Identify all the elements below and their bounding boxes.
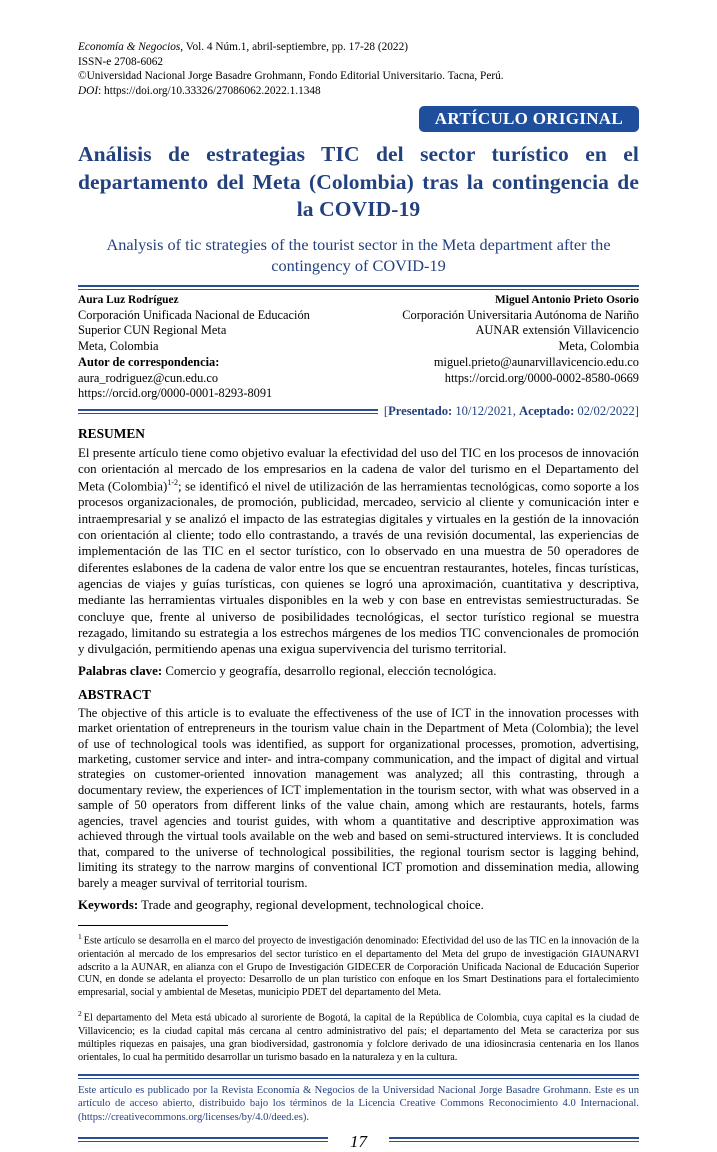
journal-name: Economía & Negocios bbox=[78, 41, 181, 53]
doi-value[interactable]: : https://doi.org/10.33326/27086062.2022.1.1348 bbox=[98, 85, 321, 98]
author-left-name: Aura Luz Rodríguez bbox=[78, 294, 179, 307]
author-left-affiliation-1: Corporación Unificada Nacional de Educación bbox=[78, 307, 310, 322]
submitted-label: Presentado: bbox=[388, 404, 453, 419]
author-right-email[interactable]: miguel.prieto@aunarvillavicencio.edu.co bbox=[433, 354, 639, 369]
abstract-keywords-label: Keywords: bbox=[78, 897, 139, 912]
resumen-heading: RESUMEN bbox=[78, 426, 145, 442]
author-right-affiliation-1: Corporación Universitaria Autónoma de Nariño bbox=[402, 307, 639, 322]
author-right bbox=[367, 293, 639, 402]
resumen-body-part2: ; se identificó el nivel de utilización de las herramientas tecnológicas, como soporte a los procesos organizacionales, de promoción, publicidad, mercadeo, servicio al cliente y comunicación inter e intraempresarial y se analizó el impacto de las estrategias digitales y virtuales en la gestión de la innovación con orientación al cliente; todo ello contrastando, a través de una revisión documental, las experiencias de implementación de las TIC en el sector turístico, con lo observado en una muestra de 50 operadores de diferentes eslabones de la cadena de valor entre los que se encuentran restaurantes, hoteles, fincas turísticas, agencias de viajes y guías turísticas, con quienes se logró una aproximación, cuantitativa y descriptiva, mediante las herramientas virtuales disponibles en la web y con base en entrevistas semiestructuradas. Se concluye que, frente al universo de posibilidades tecnológicas, el sector turístico regional se muestra rezagado, limitando su estrategia a los estrechos márgenes de los medios TIC convencionales de promoción y divulgación, permitiendo apenas una exigua supervivencia del turismo territorial. bbox=[78, 479, 640, 657]
abstract-body: The objective of this article is to evaluate the effectiveness of the use of ICT in the innovation processes with market orientation of entrepreneurs in the tourism value chain in the Department of Meta (Colombia); the level of use of technological tools was identified, as support for organizational processes, promotion, advertising, marketing, customer service and inter- and intra-company communication, and the impact of digital and virtual strategies on customer-oriented innovation management was analyzed; all this contrasting, through a documentary review, the experiences of ICT implementation in the tourism sector, with what was observed in a sample of 50 operators from different links of the value chain, among which are restaurants, hotels, farms agencies, travel agencies and tourist guides, with whom a quantitative and descriptive approximation was achieved through the virtual tools available on the web and based on semi-structured interviews. It is concluded that, compared to the universe of technological possibilities, the regional tourism sector is lagging behind, limiting its strategy to the narrow margins of conventional ICT promotion and dissemination media, allowing barely a meager survival of territorial tourism. bbox=[78, 705, 639, 890]
resumen-keywords-value: Comercio y geografía, desarrollo regional, elección tecnológica. bbox=[162, 664, 497, 679]
author-left-email[interactable]: aura_rodriguez@cun.edu.co bbox=[78, 370, 219, 385]
page-rule-left bbox=[78, 1137, 328, 1142]
abstract-keywords bbox=[78, 897, 639, 913]
issn-line: ISSN-e 2708-6062 bbox=[78, 55, 164, 68]
page-number: 17 bbox=[350, 1131, 367, 1151]
author-left-affiliation-2: Superior CUN Regional Meta bbox=[78, 323, 227, 338]
resumen-keywords-label: Palabras clave: bbox=[78, 664, 163, 679]
resumen-body-part1: El presente artículo tiene como objetivo evaluar la efectividad del uso del TIC en los procesos de innovación con orientación al mercado de los empresarios en la cadena de valor del turismo en el Departamento del Meta (Colombia) bbox=[78, 446, 639, 494]
page-number-row bbox=[78, 1130, 639, 1150]
article-type-badge-row bbox=[78, 106, 639, 133]
footnote-1-text: Este artículo se desarrolla en el marco del proyecto de investigación denominado: Efectividad del uso de las TIC en la innovación de la orientación al mercado de los empresarios del sector turístico en el departamento del Meta del grupo de investigación GIAUNARVI adscrito a la AUNAR, en alianza con el Grupo de Investigación GIDECER de Corporación Unificada Nacional de Educación Superior CUN, en donde se adelanta el proyecto: Desarrollo de un plan turístico con enfoque en los Smart Destinations para el fortalecimiento empresarial, social y ambiental de Mesetas, municipio PDET del departamento del Meta. bbox=[78, 935, 639, 999]
footnote-2 bbox=[78, 1009, 639, 1064]
page-title-spanish: Análisis de estrategias TIC del sector turístico en el departamento del Meta (Colombia) tras la contingencia de la COVID-19 bbox=[78, 142, 639, 222]
footnote-separator-rule bbox=[78, 925, 228, 926]
masthead bbox=[78, 40, 639, 99]
accepted-value: 02/02/2022] bbox=[574, 404, 639, 419]
page-title-english: Analysis of tic strategies of the tourist sector in the Meta department after the contingency of COVID-19 bbox=[106, 234, 611, 276]
divider-before-dates bbox=[78, 409, 378, 414]
page-rule-right bbox=[389, 1137, 639, 1142]
abstract-heading: ABSTRACT bbox=[78, 686, 151, 702]
footnote-1 bbox=[78, 932, 639, 1000]
abstract-keywords-value: Trade and geography, regional development, technological choice. bbox=[138, 897, 484, 912]
license-notice: Este artículo es publicado por la Revista Economía & Negocios de la Universidad Nacional Jorge Basadre Grohmann. Este es un artículo de acceso abierto, distribuido bajo los términos de la Licencia Creative Commons Reconocimiento 4.0 Internacional. (https://creativecommons.org/licenses/by/4.0/deed.es). bbox=[78, 1084, 639, 1124]
divider-above-authors bbox=[78, 285, 639, 290]
author-right-location: Meta, Colombia bbox=[558, 339, 639, 354]
doi-label: DOI bbox=[78, 85, 99, 98]
author-left bbox=[78, 293, 350, 402]
issue-info: , Vol. 4 Núm.1, abril-septiembre, pp. 17-28 (2022) bbox=[180, 41, 408, 53]
masthead-journal-line bbox=[78, 40, 639, 55]
dates-open-bracket: [ bbox=[383, 404, 389, 419]
doi-line bbox=[78, 84, 639, 99]
author-right-orcid[interactable]: https://orcid.org/0000-0002-8580-0669 bbox=[444, 370, 639, 385]
author-block bbox=[78, 293, 639, 402]
corresponding-author-label: Autor de correspondencia: bbox=[78, 354, 220, 369]
footnote-1-mark: 1 bbox=[78, 932, 82, 942]
resumen-keywords bbox=[78, 663, 639, 679]
author-right-affiliation-2: AUNAR extensión Villavicencio bbox=[475, 323, 639, 338]
accepted-label: Aceptado: bbox=[519, 404, 575, 419]
author-left-orcid[interactable]: https://orcid.org/0000-0001-8293-8091 bbox=[78, 386, 273, 401]
resumen-body bbox=[78, 445, 639, 657]
submitted-value: 10/12/2021, bbox=[452, 404, 520, 419]
author-right-name: Miguel Antonio Prieto Osorio bbox=[495, 294, 639, 307]
article-type-badge: ARTÍCULO ORIGINAL bbox=[419, 106, 639, 133]
submission-dates bbox=[384, 404, 639, 419]
publisher-line: ©Universidad Nacional Jorge Basadre Grohmann, Fondo Editorial Universitario. Tacna, Perú. bbox=[78, 70, 504, 83]
author-left-location: Meta, Colombia bbox=[78, 339, 159, 354]
footnote-2-mark: 2 bbox=[78, 1009, 82, 1019]
resumen-footnote-marks: 1-2 bbox=[167, 477, 178, 487]
divider-above-license bbox=[78, 1074, 639, 1079]
submission-dates-row bbox=[78, 404, 639, 419]
footnote-2-text: El departamento del Meta está ubicado al suroriente de Bogotá, la capital de la República de Colombia, cuya capital es la ciudad de Villavicencio; es la ciudad capital más cercana al centro administrativo del país; el departamento del Meta se caracteriza por sus múltiples riquezas en paisajes, una gran biodiversidad, gastronomía y folclore derivado de una idiosincrasia centenaria en los llanos orientales, lo cual ha permitido desarrollar un turismo basado en la naturaleza y en la cultura. bbox=[78, 1012, 639, 1063]
